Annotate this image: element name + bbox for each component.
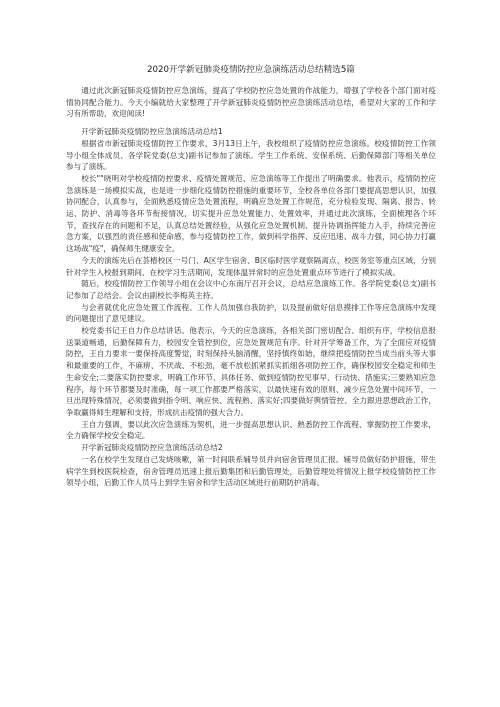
body-paragraph: 与会者就优化应急处置工作流程、工作人员加强自我防护，以及提前做好信息摸排工作等应急演练中发现的问题提出了意见建议。 [66, 302, 436, 324]
document-body [66, 85, 436, 489]
body-paragraph: 校党委书记王自力作总结讲话。他表示，今天的应急演练，各相关部门密切配合、组织有序，学校信息报送渠道畅通，后勤保障有力，校园安全管控到位，应急处置规范有序。针对开学筹备工作，为了全面应对疫情防控，王自力要求一要保持高度警觉，时刻保持头脑清醒，坚持慎终如始，继续把疫情防控当成当前头等大事和最重要的工作，不麻痹、不厌战、不松劲，毫不放松抓紧抓实抓细各项防控工作，确保校园安全稳定和师生生命安全;二要落实防控要求，明确工作环节、具体任务、做到疫情防控见事早、行动快、措施实;三要熟知应急程序，每个环节都要及时准确，每一项工作都要严格落实，以最快速有效的原则、减少应急处置中间环节，一旦出现特殊情况，必须要做到指令明、响应快、流程熟、落实好;四要做好舆情管控、全力跟进思想政治工作，争取赢得师生理解和支持，形成抗击疫情的强大合力。 [66, 326, 436, 417]
body-paragraph: 随后，校疫情防控工作领导小组在会议中心东南厅召开会议，总结应急演练工作。各学院党委(总支)副书记参加了总结会。会议由副校长李梅英主持。 [66, 279, 436, 300]
body-paragraph: 校长""晓明对学校疫情防控要求、疫情处置规范、应急演练等工作提出了明确要求。他表示，疫情防控应急演练是一场模拟实战，也是进一步细化疫情防控措施的重要环节，全校各单位各部门要提高思想认识，加强协同配合，认真参与，全面熟悉疫情应急处置流程，明确应急处置工作规范，充分检验发现、隔离、报告、转运、防护、消毒等各环节衔接情况，切实提升应急处置能力、处置效率，并通过此次演练，全面梳理各个环节，查找存在的问题和不足，认真总结处置经验，从强化应急处置机制、提升协调指挥能力入手，持续完善应急方案，以强烈的责任感和使命感，参与疫情防控工作，做到科学指挥、反应迅速、战斗力强，同心协力打赢这场战"疫"，确保师生健康安全。 [66, 173, 436, 254]
document-title: 2020开学新冠肺炎疫情防控应急演练活动总结精选5篇 [147, 65, 355, 75]
body-paragraph: 一名在校学生发现自己发烧咳嗽，第一时间联系辅导员并向宿舍管理员汇报。辅导员做好防护措施，带生病学生到校医院检查，宿舍管理员迅速上报后勤集团和后勤管理处，后勤管理处将情况上报学校疫情防控工作领导小组，后勤工作人员马上到学生宿舍和学生活动区域进行前期防护消毒。 [66, 454, 436, 488]
body-paragraph: 王自力强调，要以此次应急演练为契机，进一步提高思想认识、熟悉防控工作流程、掌握防控工作要求，全力确保学校安全稳定。 [66, 419, 436, 441]
section-heading-1: 开学新冠肺炎疫情防控应急演练活动总结1 [81, 127, 223, 137]
body-paragraph: 今天的演练先后在荟椿校区一号门、A区学生宿舍、B区临时医学观察隔离点、校医务室等重点区域，分别针对学生入校报到期间、在校学习生活期间，发现体温异常时的应急处置重点环节进行了模拟实战。 [66, 255, 436, 277]
intro-paragraph: 通过此次新冠肺炎疫情防控应急演练，提高了学校防控应急处置的作战能力，增强了学校各个部门面对疫情协同配合能力。今天小编就给大家整理了开学新冠肺炎疫情防控应急演练活动总结，希望对大家的工作和学习有所帮助，欢迎阅读! [66, 86, 436, 119]
section-heading-2: 开学新冠肺炎疫情防控应急演练活动总结2 [81, 443, 223, 453]
body-paragraph: 根据省市新冠肺炎疫情防控工作要求，3月13日上午，我校组织了疫情防控应急演练。校疫情防控工作领导小组全体成员、各学院党委(总支)副书记参加了演练。学生工作系统、安保系统、后勤保障部门等相关单位参与了演练。 [66, 138, 436, 172]
